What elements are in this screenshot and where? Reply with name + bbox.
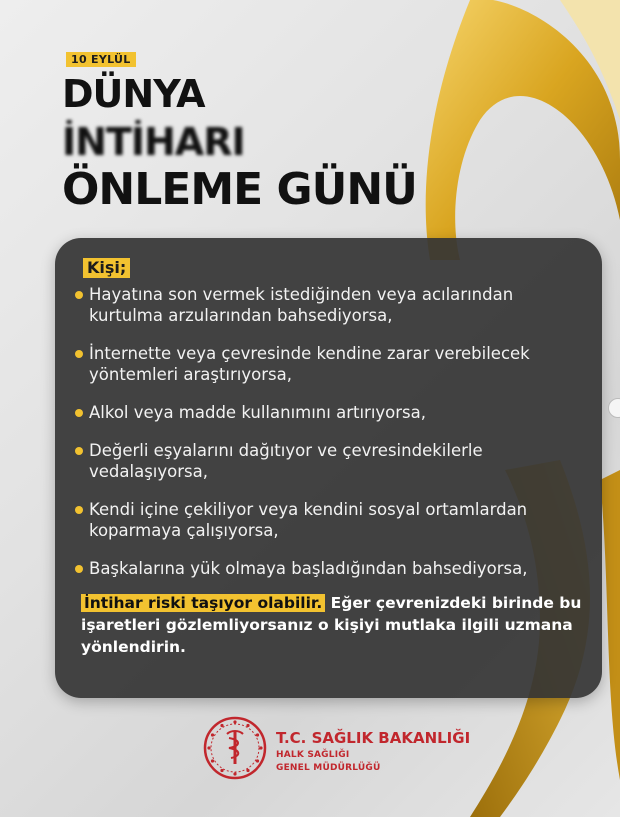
list-item: İnternette veya çevresinde kendine zarar verebilecek yöntemleri araştırıyorsa, bbox=[75, 343, 588, 385]
list-item: Alkol veya madde kullanımını artırıyorsa, bbox=[75, 402, 588, 423]
org-sub-name-2: GENEL MÜDÜRLÜĞÜ bbox=[276, 763, 381, 773]
org-main-name: T.C. SAĞLIK BAKANLIĞI bbox=[276, 729, 471, 747]
bullet-dot-icon bbox=[75, 291, 83, 299]
closing-message bbox=[75, 592, 588, 658]
title-line-2: İNTİHARI bbox=[62, 120, 245, 164]
closing-highlight: İntihar riski taşıyor olabilir. bbox=[81, 594, 325, 612]
date-tag: 10 EYLÜL bbox=[66, 52, 136, 67]
list-item: Kendi içine çekiliyor veya kendini sosyal ortamlardan koparmaya çalışıyorsa, bbox=[75, 499, 588, 541]
bullet-dot-icon bbox=[75, 447, 83, 455]
list-item: Başkalarına yük olmaya başladığından bahsediyorsa, bbox=[75, 558, 588, 579]
page-title bbox=[62, 70, 417, 214]
card-heading: Kişi; bbox=[83, 258, 130, 278]
title-line-1: DÜNYA bbox=[62, 72, 205, 116]
bullet-dot-icon bbox=[75, 506, 83, 514]
list-item: Hayatına son vermek istediğinden veya acılarından kurtulma arzularından bahsediyorsa, bbox=[75, 284, 588, 326]
warning-signs-card bbox=[55, 238, 602, 698]
bullet-dot-icon bbox=[75, 565, 83, 573]
bullet-dot-icon bbox=[75, 409, 83, 417]
ministry-of-health-emblem-icon bbox=[203, 716, 267, 780]
org-sub-name-1: HALK SAĞLIĞI bbox=[276, 750, 350, 760]
closing-text: Eğer çevrenizdeki birinde bu işaretleri gözlemliyorsanız o kişiyi mutlaka ilgili uzmana yönlendirin. bbox=[81, 594, 582, 656]
warning-signs-list bbox=[75, 284, 588, 579]
title-line-3: ÖNLEME GÜNÜ bbox=[62, 164, 417, 215]
organization-name bbox=[276, 729, 470, 775]
list-item: Değerli eşyalarını dağıtıyor ve çevresindekilerle vedalaşıyorsa, bbox=[75, 440, 588, 482]
bullet-dot-icon bbox=[75, 350, 83, 358]
